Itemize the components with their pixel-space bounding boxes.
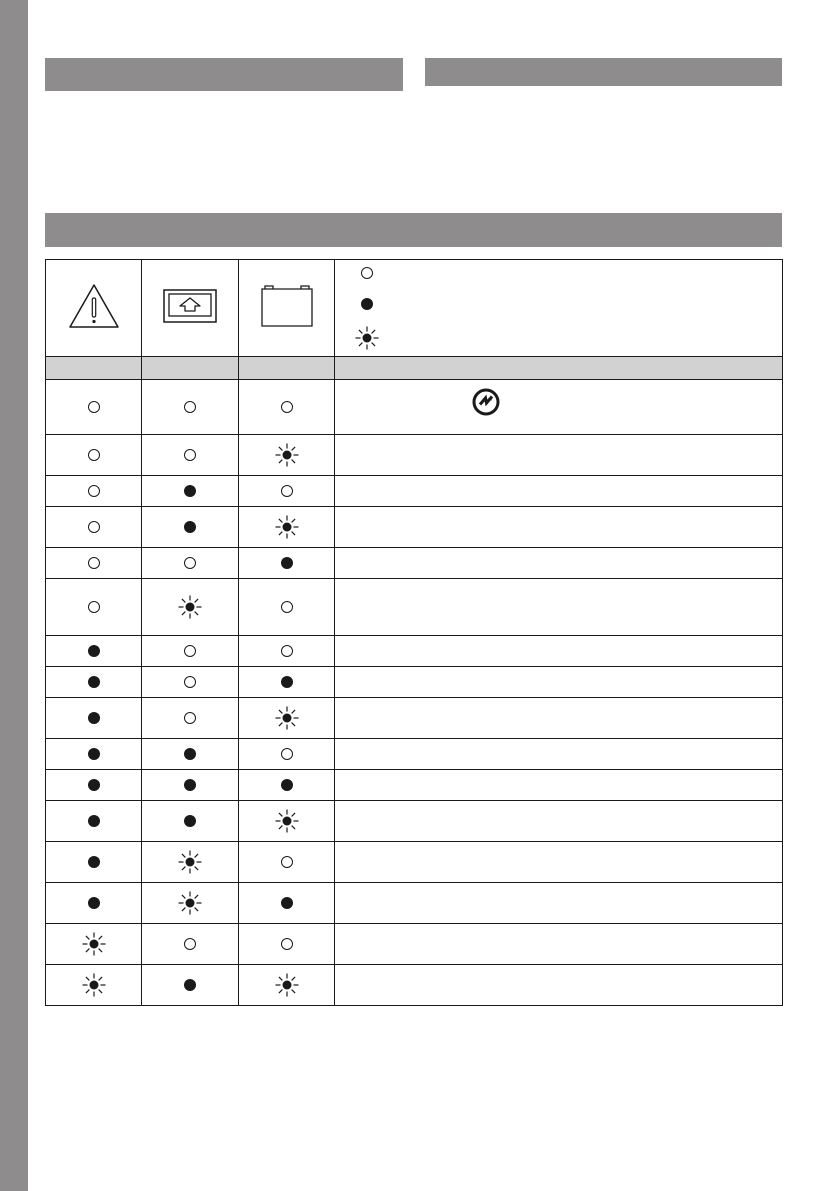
led-off-icon — [184, 676, 196, 688]
led-cell-battery — [239, 435, 335, 476]
led-off-icon — [88, 521, 100, 533]
table-row — [46, 435, 783, 476]
section-header-bar-left — [45, 58, 403, 91]
led-cell-warning — [46, 667, 142, 698]
table-row — [46, 842, 783, 883]
led-off-icon — [88, 557, 100, 569]
header-cell-battery — [239, 260, 335, 357]
led-cell-warning — [46, 965, 142, 1006]
led-status-table — [45, 259, 783, 1006]
subheader-cell — [335, 357, 783, 380]
led-cell-battery — [239, 636, 335, 667]
led-cell-battery — [239, 842, 335, 883]
led-off-icon — [88, 449, 100, 461]
led-cell-warning — [46, 883, 142, 924]
led-on-icon — [281, 676, 293, 688]
led-cell-battery — [239, 965, 335, 1006]
header-cell-charging — [142, 260, 239, 357]
led-on-icon — [281, 557, 293, 569]
led-blink-icon — [82, 973, 106, 997]
led-cell-battery — [239, 476, 335, 507]
led-cell-battery — [239, 801, 335, 842]
led-cell-warning — [46, 770, 142, 801]
led-off-icon — [184, 449, 196, 461]
description-cell — [335, 842, 783, 883]
description-cell — [335, 801, 783, 842]
table-row — [46, 579, 783, 636]
led-off-icon — [281, 748, 293, 760]
table-row — [46, 380, 783, 435]
description-cell — [335, 965, 783, 1006]
led-on-icon — [88, 676, 100, 688]
led-cell-charging — [142, 380, 239, 435]
table-row — [46, 739, 783, 770]
led-on-icon — [184, 979, 196, 991]
led-cell-warning — [46, 739, 142, 770]
led-cell-charging — [142, 667, 239, 698]
table-header-row — [46, 260, 783, 357]
led-cell-battery — [239, 579, 335, 636]
led-on-icon — [361, 298, 373, 310]
table-row — [46, 883, 783, 924]
led-cell-battery — [239, 667, 335, 698]
led-blink-icon — [178, 891, 202, 915]
led-off-icon — [88, 601, 100, 613]
legend-cell — [335, 260, 783, 357]
charge-symbol-icon — [471, 387, 501, 417]
led-on-icon — [88, 856, 100, 868]
led-cell-warning — [46, 548, 142, 579]
led-cell-warning — [46, 924, 142, 965]
led-on-icon — [88, 897, 100, 909]
led-off-icon — [184, 557, 196, 569]
table-row — [46, 770, 783, 801]
led-cell-battery — [239, 770, 335, 801]
subheader-cell — [239, 357, 335, 380]
table-row — [46, 698, 783, 739]
led-on-icon — [88, 815, 100, 827]
led-blink-icon — [275, 443, 299, 467]
led-off-icon — [184, 938, 196, 950]
led-cell-warning — [46, 435, 142, 476]
led-blink-icon — [82, 932, 106, 956]
battery-charging-icon — [163, 289, 217, 323]
led-cell-battery — [239, 698, 335, 739]
led-cell-battery — [239, 924, 335, 965]
led-cell-battery — [239, 883, 335, 924]
led-cell-warning — [46, 507, 142, 548]
led-on-icon — [88, 748, 100, 760]
led-off-icon — [281, 938, 293, 950]
description-cell — [335, 507, 783, 548]
led-off-icon — [184, 645, 196, 657]
led-cell-charging — [142, 507, 239, 548]
led-on-icon — [281, 779, 293, 791]
led-cell-charging — [142, 435, 239, 476]
description-cell — [335, 883, 783, 924]
led-on-icon — [88, 645, 100, 657]
led-cell-battery — [239, 380, 335, 435]
led-cell-charging — [142, 770, 239, 801]
description-cell — [335, 476, 783, 507]
left-margin-strip — [0, 0, 28, 1191]
led-off-icon — [361, 267, 373, 279]
led-cell-battery — [239, 548, 335, 579]
table-row — [46, 476, 783, 507]
led-cell-charging — [142, 636, 239, 667]
led-on-icon — [88, 779, 100, 791]
led-on-icon — [184, 815, 196, 827]
description-cell — [335, 924, 783, 965]
subheader-cell — [142, 357, 239, 380]
led-blink-icon — [275, 809, 299, 833]
led-off-icon — [184, 401, 196, 413]
led-off-icon — [281, 485, 293, 497]
table-row — [46, 965, 783, 1006]
led-cell-charging — [142, 883, 239, 924]
section-header-bar-right — [425, 58, 782, 86]
led-cell-charging — [142, 476, 239, 507]
led-cell-battery — [239, 507, 335, 548]
description-cell — [335, 548, 783, 579]
led-off-icon — [281, 601, 293, 613]
table-row — [46, 667, 783, 698]
subheader-cell — [46, 357, 142, 380]
led-off-icon — [184, 712, 196, 724]
section-header-bar-led-table — [45, 213, 782, 247]
led-off-icon — [281, 645, 293, 657]
description-cell — [335, 380, 783, 435]
battery-icon — [260, 284, 314, 328]
table-row — [46, 636, 783, 667]
led-off-icon — [88, 485, 100, 497]
description-cell — [335, 770, 783, 801]
led-blink-icon — [355, 326, 379, 350]
table-row — [46, 548, 783, 579]
led-blink-icon — [178, 850, 202, 874]
description-cell — [335, 636, 783, 667]
led-cell-warning — [46, 698, 142, 739]
led-cell-warning — [46, 380, 142, 435]
table-row — [46, 801, 783, 842]
led-cell-charging — [142, 924, 239, 965]
description-cell — [335, 579, 783, 636]
led-cell-charging — [142, 965, 239, 1006]
led-cell-warning — [46, 842, 142, 883]
led-on-icon — [184, 521, 196, 533]
led-blink-icon — [275, 973, 299, 997]
led-off-icon — [88, 401, 100, 413]
table-subheader-row — [46, 357, 783, 380]
led-blink-icon — [275, 515, 299, 539]
table-row — [46, 924, 783, 965]
led-cell-warning — [46, 579, 142, 636]
led-cell-charging — [142, 698, 239, 739]
led-cell-warning — [46, 476, 142, 507]
led-cell-warning — [46, 801, 142, 842]
led-off-icon — [281, 401, 293, 413]
led-cell-charging — [142, 739, 239, 770]
header-cell-warning — [46, 260, 142, 357]
led-cell-charging — [142, 548, 239, 579]
led-on-icon — [184, 748, 196, 760]
led-blink-icon — [275, 706, 299, 730]
led-cell-charging — [142, 801, 239, 842]
description-cell — [335, 667, 783, 698]
led-on-icon — [184, 779, 196, 791]
led-cell-warning — [46, 636, 142, 667]
led-cell-battery — [239, 739, 335, 770]
description-cell — [335, 739, 783, 770]
led-on-icon — [281, 897, 293, 909]
led-cell-charging — [142, 579, 239, 636]
led-cell-charging — [142, 842, 239, 883]
description-cell — [335, 698, 783, 739]
led-off-icon — [281, 856, 293, 868]
table-row — [46, 507, 783, 548]
description-cell — [335, 435, 783, 476]
led-on-icon — [88, 712, 100, 724]
led-blink-icon — [178, 595, 202, 619]
led-on-icon — [184, 485, 196, 497]
warning-triangle-icon — [68, 283, 120, 329]
